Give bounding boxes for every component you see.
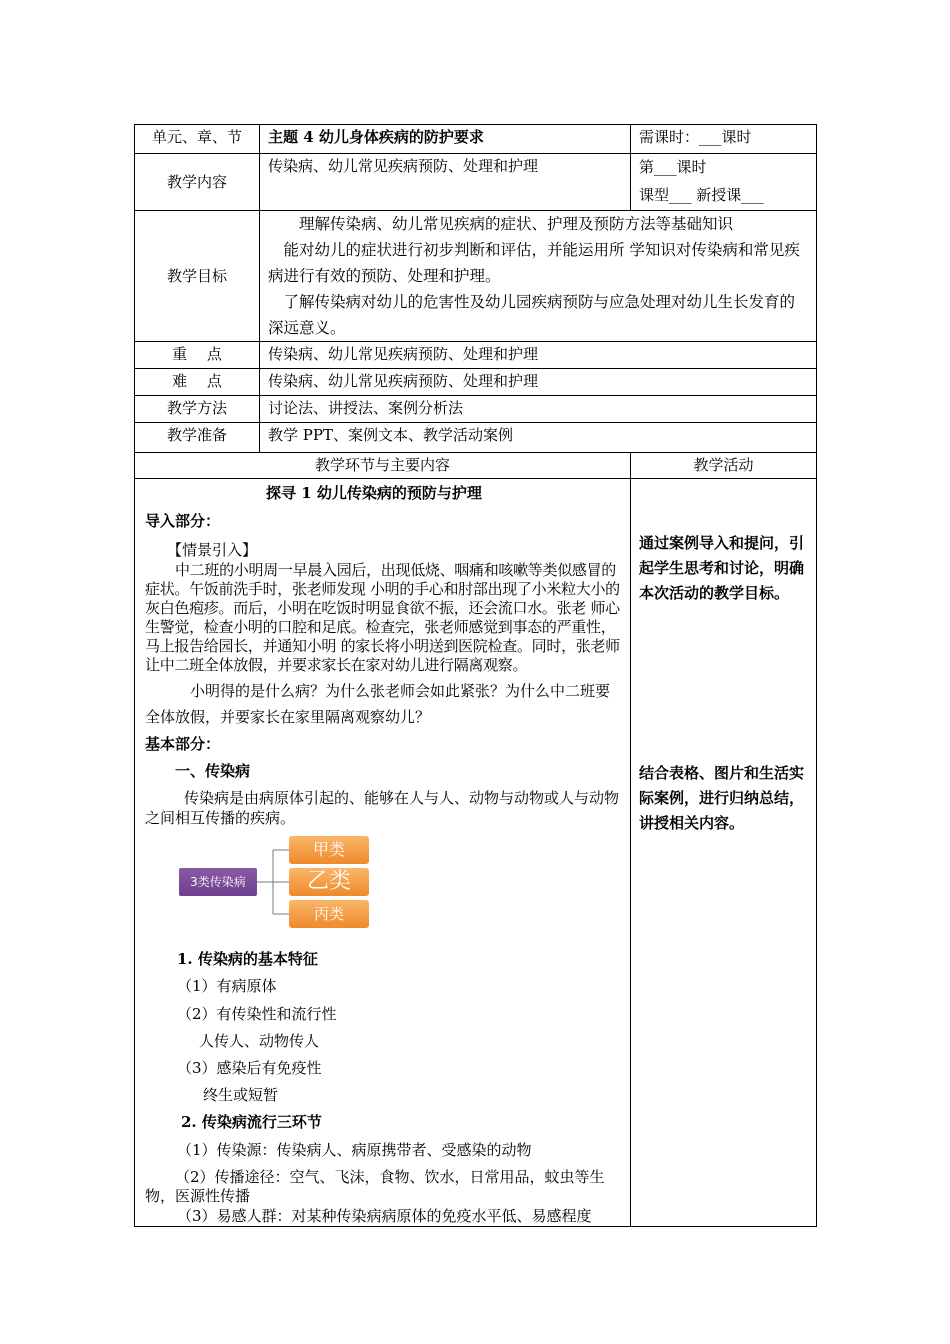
link-source: （1）传染源：传染病人、病原携带者、受感染的动物 [177,1141,532,1159]
goal-item: 理解传染病、幼儿常见疾病的症状、护理及预防方法等基础知识 [299,215,734,233]
columns-row [135,453,817,479]
intro-heading: 导入部分： [145,512,221,530]
scene-text: 中二班的小明周一早晨入园后，出现低烧、咽痛和咳嗽等类似感冒的症状。午饭前洗手时，张老师发现 小明的手心和肘部出现了小米粒大小的灰白色疱疹。而后，小明在吃饭时明显食欲不振，还会流口水。张老 师心生警觉，检查小明的口腔和足底。检查完，张老师感觉到事态的严重性，马上报告给园长，并通知小明 的家长将小明送到医院检查。同时，张老师让中二班全体放假，并要求家长在家对幼儿进行隔离观察。 [145,561,620,674]
main-content-cell [135,479,631,1227]
goals-label: 教学目标 [135,211,260,342]
main-title: 探寻 1 幼儿传染病的预防与护理 [266,484,482,502]
activities-cell [631,479,817,1227]
prep-row [135,423,817,453]
method-row [135,396,817,423]
disease-class-diagram [145,836,620,936]
column-right-header: 教学活动 [631,453,817,479]
scene-label: 【情景引入】 [167,541,258,559]
content-value: 传染病、幼儿常见疾病预防、处理和护理 [260,154,631,211]
body-row [135,479,817,1227]
difficulty-label: 难 点 [135,369,260,396]
lesson-plan-sheet [134,124,816,1227]
feature-item: （1）有病原体 [177,977,277,995]
feature-item: 终生或短暂 [203,1086,279,1104]
key-label: 重 点 [135,342,260,369]
type-label: 课型___ 新授课___ [639,186,764,204]
goals-row [135,211,817,342]
content-row [135,154,817,211]
diagram-class-c: 丙类 [289,900,369,928]
basic-heading: 基本部分： [145,735,221,753]
unit-value: 主题 4 幼儿身体疾病的防护要求 [260,125,631,154]
session-label: 第___课时 [639,158,707,176]
infectious-definition: 传染病是由病原体引起的、能够在人与人、动物与动物或人与动物之间相互传播的疾病。 [145,789,620,827]
activity-intro: 通过案例导入和提问，引起学生思考和讨论，明确本次活动的教学目标。 [639,534,805,602]
method-value: 讨论法、讲授法、案例分析法 [260,396,817,423]
content-label: 教学内容 [135,154,260,211]
diagram-class-b: 乙类 [289,868,369,896]
prep-label: 教学准备 [135,423,260,453]
scene-question: 小明得的是什么病？为什么张老师会如此紧张？为什么中二班要全体放假，并要家长在家里隔离观察幼儿？ [145,682,611,726]
key-row [135,342,817,369]
feature-heading: 1. 传染病的基本特征 [177,950,318,968]
goal-item: 能对幼儿的症状进行初步判断和评估，并能运用所 学知识对传染病和常见疾病进行有效的预防、处理和护理。 [268,241,800,285]
link-susceptible: （3）易感人群：对某种传染病病原体的免疫水平低、易感程度 [177,1207,592,1225]
difficulty-value: 传染病、幼儿常见疾病预防、处理和护理 [260,369,817,396]
unit-row [135,125,817,154]
section-infectious: 一、传染病 [175,762,251,780]
method-label: 教学方法 [135,396,260,423]
unit-label: 单元、章、节 [135,125,260,154]
diagram-class-a: 甲类 [289,836,369,864]
lesson-plan-table [134,124,817,1227]
link-route: （2）传播途径：空气、飞沫，食物、饮水，日常用品，蚊虫等生物，医源性传播 [145,1168,605,1205]
prep-value: 教学 PPT、案例文本、教学活动案例 [260,423,817,453]
difficulty-row [135,369,817,396]
session-cell [631,154,817,211]
hours-label: 需课时：___课时 [631,125,817,154]
feature-item: （2）有传染性和流行性 [177,1005,337,1023]
column-left-header: 教学环节与主要内容 [135,453,631,479]
goal-item: 了解传染病对幼儿的危害性及幼儿园疾病预防与应急处理对幼儿生长发育的深远意义。 [268,293,796,337]
activity-basic: 结合表格、图片和生活实际案例，进行归纳总结，讲授相关内容。 [639,764,805,832]
feature-item: 人传人、动物传人 [199,1032,320,1050]
links-heading: 2. 传染病流行三环节 [181,1113,322,1131]
feature-item: （3）感染后有免疫性 [177,1059,322,1077]
goals-cell [260,211,817,342]
key-value: 传染病、幼儿常见疾病预防、处理和护理 [260,342,817,369]
diagram-center-node: 3类传染病 [179,868,257,896]
